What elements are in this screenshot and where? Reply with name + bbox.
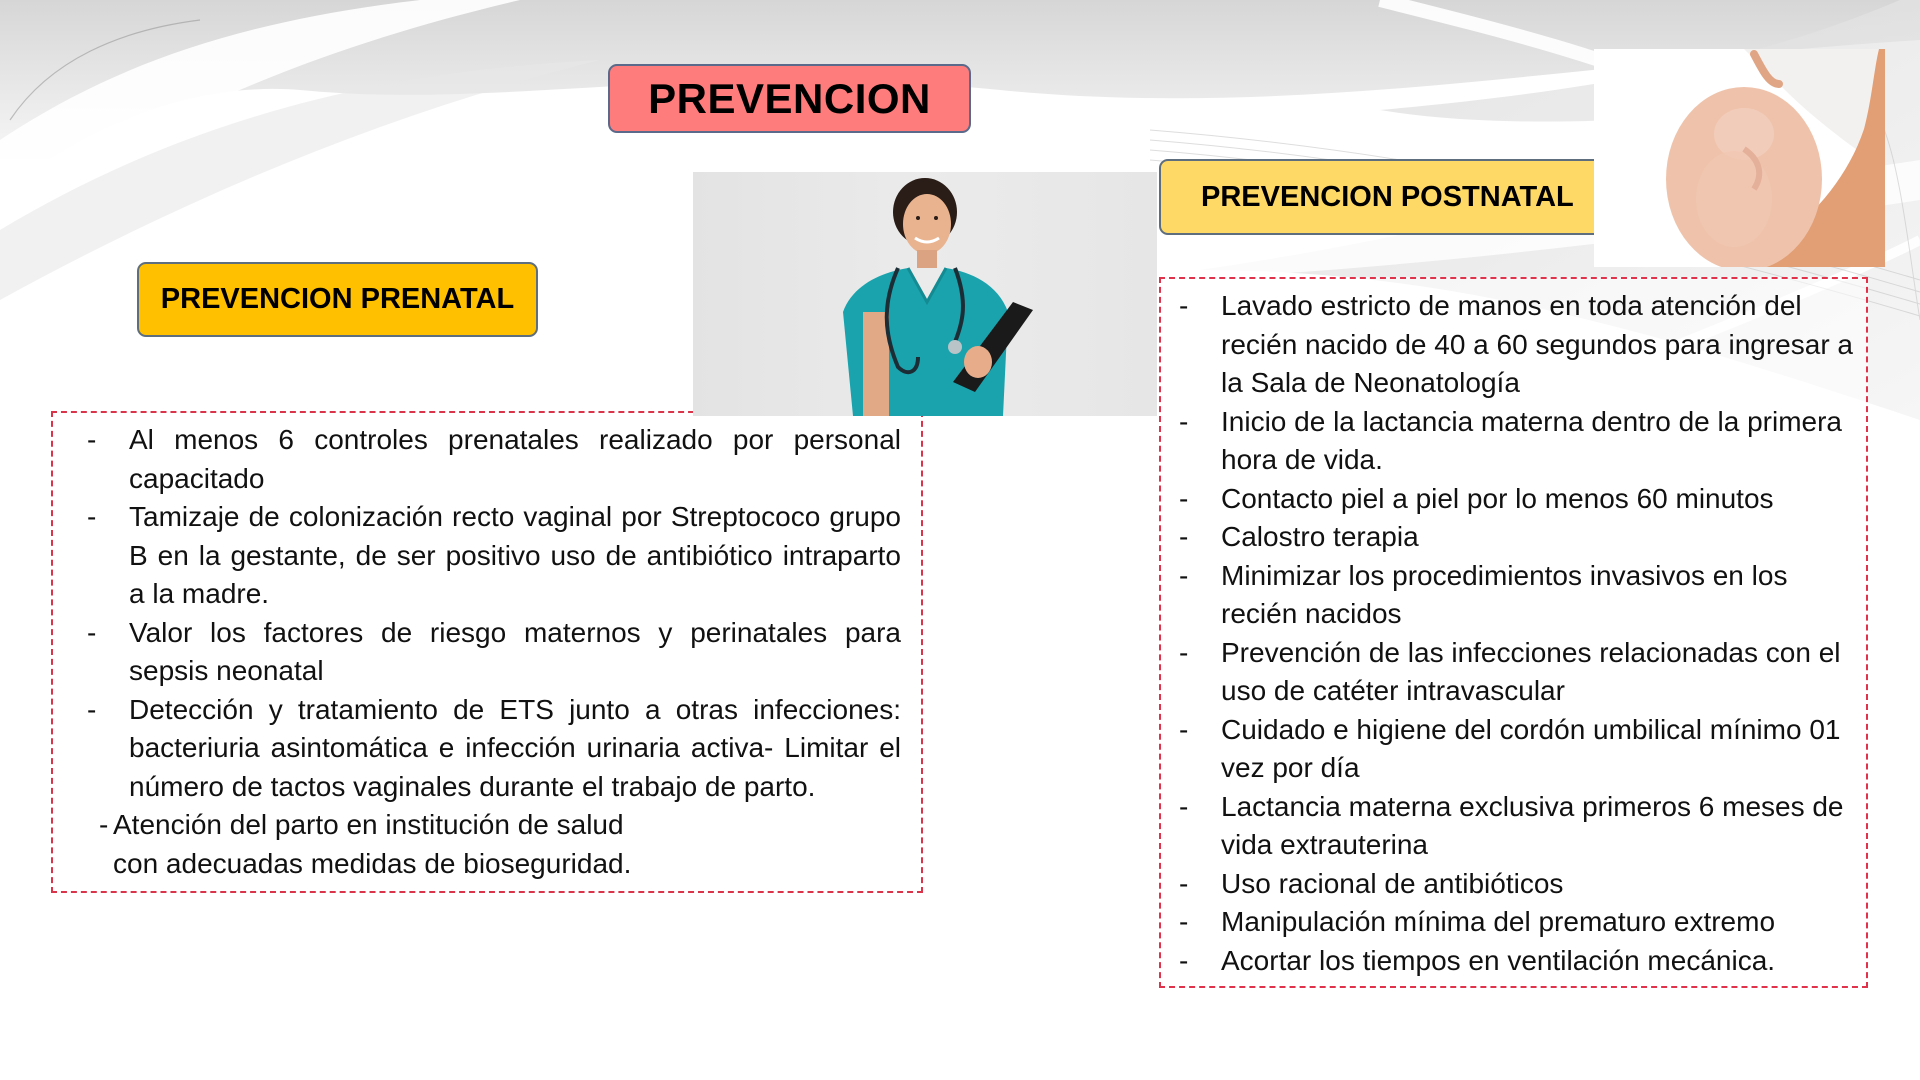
bullet-dash: - <box>1179 906 1189 937</box>
bullet-dash: - <box>87 424 97 455</box>
bullet-dash: - <box>87 616 97 648</box>
prenatal-list <box>69 421 901 883</box>
bullet-dash: - <box>1179 482 1189 514</box>
pregnant-belly-photo <box>1594 49 1885 267</box>
bullet-dash: - <box>1179 636 1189 668</box>
postnatal-item-text: Prevención de las infecciones relacionadas con el uso de catéter intravascular <box>1221 636 1841 706</box>
postnatal-item-text: Acortar los tiempos en ventilación mecánica. <box>1221 944 1776 976</box>
postnatal-item-text: Cuidado e higiene del cordón umbilical mínimo 01 vez por día <box>1221 713 1841 783</box>
postnatal-item <box>1161 287 1861 403</box>
prenatal-item-text: Atención del parto en institución de salud con adecuadas medidas de bioseguridad. <box>113 809 632 879</box>
postnatal-item-text: Uso racional de antibióticos <box>1221 867 1564 899</box>
nurse-photo <box>693 172 1157 416</box>
prenatal-item <box>69 498 901 614</box>
prenatal-item-text: Al menos 6 controles prenatales realizado por personal capacitado <box>129 424 901 494</box>
nurse-illustration-icon <box>693 172 1157 416</box>
prenatal-list-box <box>51 411 923 893</box>
pregnant-belly-illustration-icon <box>1594 49 1885 267</box>
postnatal-item-text: Calostro terapia <box>1221 521 1419 552</box>
bullet-dash: - <box>1179 521 1189 552</box>
prenatal-item-text: Tamizaje de colonización recto vaginal por Streptococo grupo B en la gestante, de ser positivo uso de antibiótico intraparto a la madre. <box>129 501 901 609</box>
postnatal-item-text: Lactancia materna exclusiva primeros 6 meses de vida extrauterina <box>1221 790 1844 860</box>
postnatal-item <box>1161 788 1861 865</box>
postnatal-item-text: Contacto piel a piel por lo menos 60 minutos <box>1221 482 1774 514</box>
prenatal-item <box>69 691 901 807</box>
bullet-dash: - <box>1179 290 1189 321</box>
bullet-dash: - <box>1179 713 1189 745</box>
postnatal-item <box>1161 403 1861 480</box>
prenatal-item <box>69 421 901 498</box>
postnatal-item <box>1161 903 1861 942</box>
postnatal-item <box>1161 518 1861 557</box>
postnatal-item <box>1161 865 1861 904</box>
postnatal-item <box>1161 711 1861 788</box>
bullet-dash: - <box>87 693 97 725</box>
bullet-dash: - <box>99 809 109 840</box>
postnatal-item-text: Minimizar los procedimientos invasivos en los recién nacidos <box>1221 559 1788 629</box>
postnatal-item <box>1161 480 1861 519</box>
prenatal-item-text: Detección y tratamiento de ETS junto a otras infecciones: bacteriuria asintomática e infección urinaria activa- Limitar el número de tactos vaginales durante el trabajo de parto. <box>129 693 901 802</box>
main-title-prevencion: PREVENCION <box>608 64 971 133</box>
prenatal-item <box>69 614 901 691</box>
postnatal-item <box>1161 557 1861 634</box>
postnatal-item-text: Manipulación mínima del prematuro extremo <box>1221 906 1776 937</box>
prenatal-item <box>69 806 901 883</box>
postnatal-heading: PREVENCION POSTNATAL <box>1159 159 1619 235</box>
bullet-dash: - <box>1179 790 1189 822</box>
prenatal-item-text: Valor los factores de riesgo maternos y perinatales para sepsis neonatal <box>129 616 901 686</box>
postnatal-item-text: Lavado estricto de manos en toda atención del recién nacido de 40 a 60 segundos para ingresar a la Sala de Neonatología <box>1221 290 1853 398</box>
postnatal-item <box>1161 634 1861 711</box>
prenatal-heading: PREVENCION PRENATAL <box>137 262 538 337</box>
bullet-dash: - <box>1179 405 1189 437</box>
bullet-dash: - <box>1179 867 1189 899</box>
bullet-dash: - <box>87 501 97 532</box>
postnatal-item-text: Inicio de la lactancia materna dentro de la primera hora de vida. <box>1221 405 1843 475</box>
bullet-dash: - <box>1179 944 1189 976</box>
bullet-dash: - <box>1179 559 1189 591</box>
postnatal-list <box>1161 287 1861 980</box>
postnatal-item <box>1161 942 1861 981</box>
postnatal-list-box <box>1159 277 1868 988</box>
